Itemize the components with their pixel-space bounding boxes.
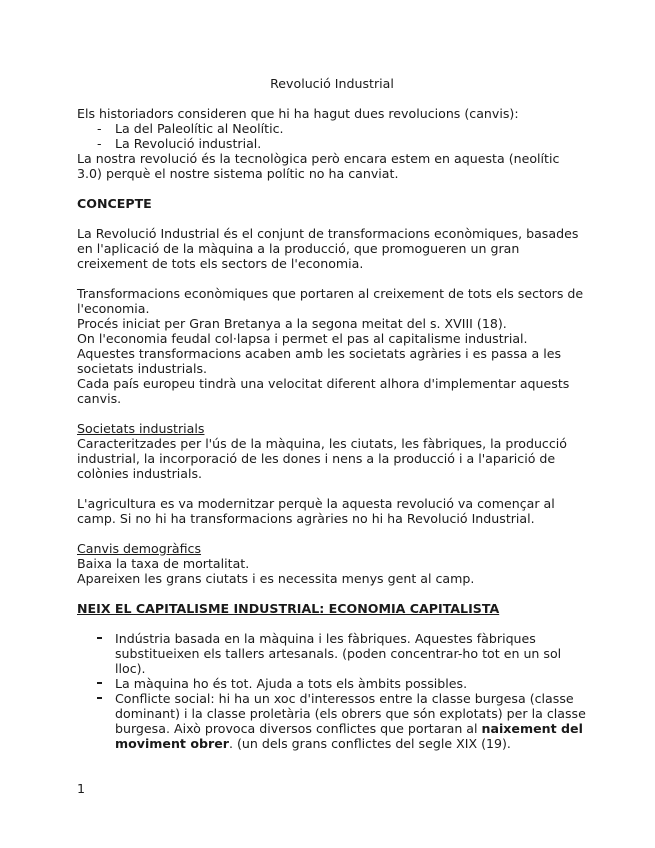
section-heading-societats: Societats industrials (77, 421, 205, 436)
page-number: 1 (77, 781, 86, 796)
bullet-marker (97, 637, 102, 639)
concepte-line: Aquestes transformacions acaben amb les societats agràries i es passa a les societats industrials. (77, 346, 562, 376)
list-item: - La del Paleolític al Neolític. (97, 121, 284, 136)
concepte-definition: La Revolució Industrial és el conjunt de transformacions econòmiques, basades en l'aplicació de la màquina a la producció, que promogueren un gran creixement de tots els sectors de l'economia. (77, 226, 579, 271)
intro-list (77, 121, 587, 151)
demografics-line: Apareixen les grans ciutats i es necessita menys gent al camp. (77, 571, 475, 586)
concepte-line: On l'economia feudal col·lapsa i permet el pas al capitalisme industrial. (77, 331, 528, 346)
list-item: - La Revolució industrial. (97, 136, 262, 151)
document-title: Revolució Industrial (270, 76, 394, 91)
concepte-line: Procés iniciat per Gran Bretanya a la segona meitat del s. XVIII (18). (77, 316, 507, 331)
agricultura-text: L'agricultura es va modernitzar perquè la aquesta revolució va començar al camp. Si no hi ha transformacions agràries no hi ha Revolució Industrial. (77, 496, 555, 526)
dash-marker: - (97, 136, 102, 151)
concepte-line: Cada país europeu tindrà una velocitat diferent alhora d'implementar aquests canvis. (77, 376, 570, 406)
intro-lead: Els historiadors consideren que hi ha hagut dues revolucions (canvis): (77, 106, 519, 121)
section-heading-concepte: CONCEPTE (77, 196, 152, 211)
conflict-post: . (un dels grans conflictes del segle XIX (19). (228, 736, 511, 751)
demografics-line: Baixa la taxa de mortalitat. (77, 556, 250, 571)
list-item (77, 691, 587, 751)
capitalisme-list (77, 631, 587, 751)
conflict-pre: Conflicte social: hi ha un xoc d'interessos entre la classe burgesa (classe dominant) i la classe proletària (els obrers que són explotats) per la classe burgesa. Això provoca diversos conflictes que portaran al (115, 691, 586, 736)
section-heading-demografics: Canvis demogràfics (77, 541, 202, 556)
bullet-marker (97, 697, 102, 699)
dash-marker: - (97, 121, 102, 136)
list-item: La màquina ho és tot. Ajuda a tots els àmbits possibles. (77, 676, 587, 691)
bullet-marker (97, 682, 102, 684)
document-body (77, 76, 587, 751)
conflict-bold: naixement del moviment obrer (115, 721, 583, 751)
concepte-line: Transformacions econòmiques que portaren al creixement de tots els sectors de l'economia. (77, 286, 584, 316)
list-item: Indústria basada en la màquina i les fàbriques. Aquestes fàbriques substitueixen els tallers artesanals. (poden concentrar-ho tot en un sol lloc). (77, 631, 587, 676)
intro-after: La nostra revolució és la tecnològica però encara estem en aquesta (neolític 3.0) perquè el nostre sistema polític no ha canviat. (77, 151, 560, 181)
section-heading-capitalisme: NEIX EL CAPITALISME INDUSTRIAL: ECONOMIA CAPITALISTA (77, 601, 500, 616)
societats-text: Caracteritzades per l'ús de la màquina, les ciutats, les fàbriques, la producció industrial, la incorporació de les dones i nens a la producció i a l'aparició de colònies industrials. (77, 436, 567, 481)
